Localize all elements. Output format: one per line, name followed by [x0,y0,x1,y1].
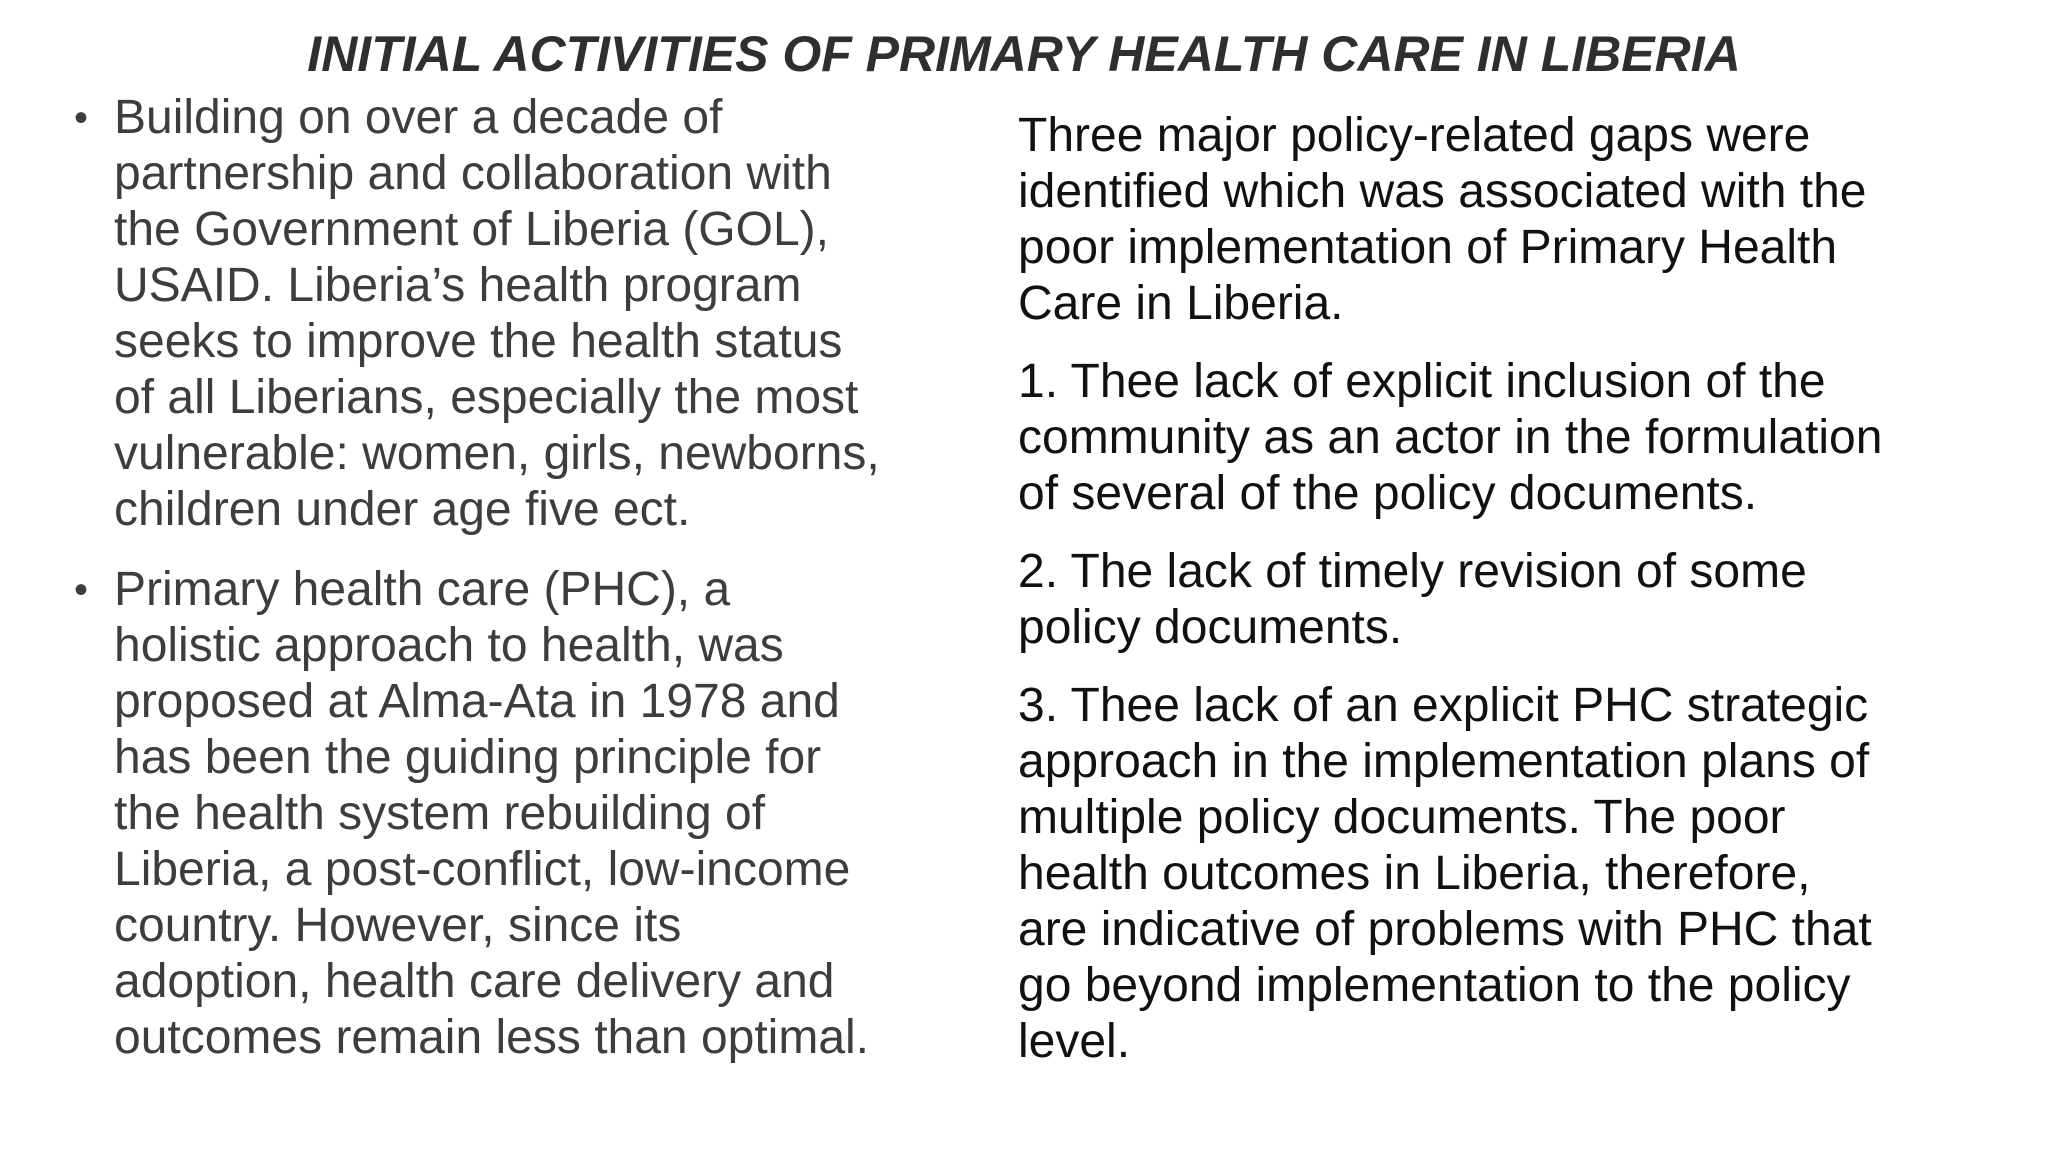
policy-gap-1: 1. Thee lack of explicit inclusion of the community as an actor in the formulation of several of the policy documents. [1018,355,1883,520]
bullet-icon: • [74,96,89,140]
policy-gap-2: 2. The lack of timely revision of some policy documents. [1018,545,1807,654]
slide-title: INITIAL ACTIVITIES OF PRIMARY HEALTH CARE IN LIBERIA [307,26,1741,82]
bullet-item-partnership [74,90,974,538]
left-bullet-list [74,90,974,1090]
right-text-column [1018,108,2008,1092]
policy-gap-3: 3. Thee lack of an explicit PHC strategic approach in the implementation plans of multiple policy documents. The poor health outcomes in Liberia, therefore, are indicative of problems with PHC that go beyond implementation to the policy level. [1018,679,1872,1068]
policy-gaps-intro: Three major policy-related gaps were identified which was associated with the poor implementation of Primary Health Care in Liberia. [1018,109,1867,330]
bullet-text: Primary health care (PHC), a holistic approach to health, was proposed at Alma-Ata in 1978 and has been the guiding principle for the health system rebuilding of Liberia, a post-conflict, low-income country. However, since its adoption, health care delivery and outcomes remain less than optimal. [114,563,870,1064]
bullet-text: Building on over a decade of partnership and collaboration with the Government of Liberia (GOL), USAID. Liberia’s health program seeks to improve the health status of all Liberians, especially the most vulnerable: women, girls, newborns, children under age five ect. [114,91,880,536]
bullet-icon: • [74,568,89,612]
bullet-item-phc [74,562,974,1066]
